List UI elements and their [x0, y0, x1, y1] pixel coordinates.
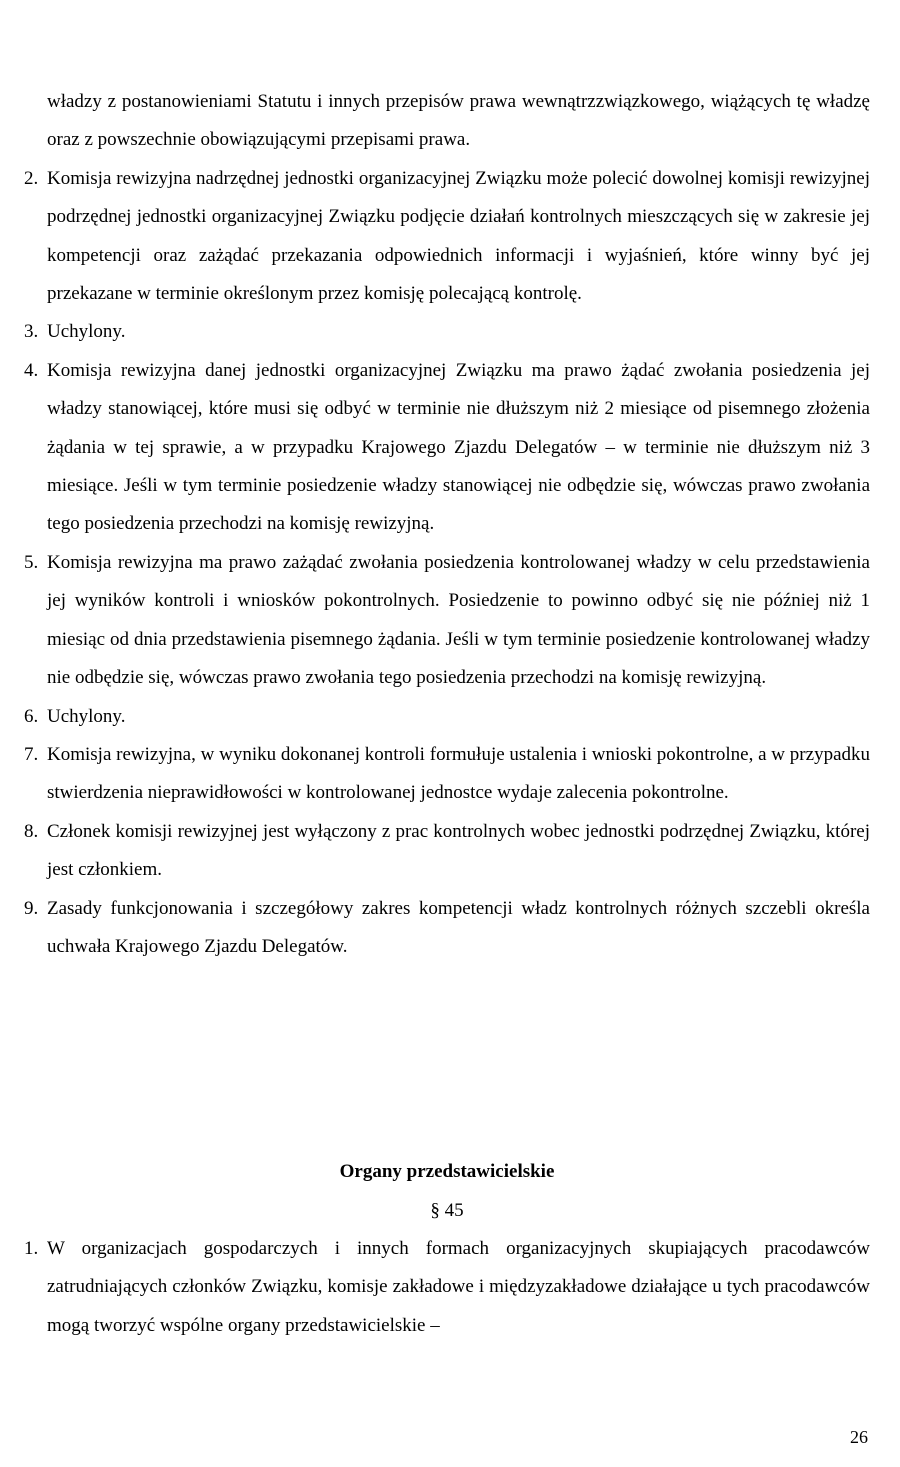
item-number: 8. — [24, 820, 39, 842]
list-item — [24, 544, 870, 698]
item-text: Uchylony. — [47, 321, 126, 343]
item-text: Komisja rewizyjna, w wyniku dokonanej kontroli formułuje ustalenia i wnioski pokontrolne, a w przypadku stwierdzenia nieprawidłowości w kontrolowanej jednostce wydaje zalecenia pokontrolne. — [47, 743, 870, 804]
body-text — [24, 83, 870, 966]
section-heading: Organy przedstawicielskie — [339, 1161, 555, 1182]
section-number: § 45 — [430, 1200, 464, 1221]
item-text: Uchylony. — [47, 705, 126, 727]
list-item — [24, 352, 870, 544]
list-item — [24, 1230, 870, 1345]
list-item — [24, 736, 870, 813]
item-number: 7. — [24, 743, 39, 765]
item-text: Zasady funkcjonowania i szczegółowy zakres kompetencji władz kontrolnych różnych szczebli określa uchwała Krajowego Zjazdu Delegatów. — [47, 897, 870, 957]
item-text: Komisja rewizyjna ma prawo zażądać zwołania posiedzenia kontrolowanej władzy w celu przedstawienia jej wyników kontroli i wniosków pokontrolnych. Posiedzenie to powinno odbyć się nie później niż 1 miesiąc od dnia przedstawienia pisemnego żądania. Jeśli w tym terminie posiedzenie kontrolowanej władzy nie odbędzie się, wówczas prawo zwołania tego posiedzenia przechodzi na komisję rewizyjną. — [47, 551, 870, 689]
page-number: 26 — [850, 1427, 868, 1447]
section-list — [24, 1230, 870, 1345]
list-item — [24, 890, 870, 967]
item-number: 3. — [24, 321, 39, 343]
list-item — [24, 698, 870, 736]
list-item — [24, 160, 870, 314]
item-number: 4. — [24, 359, 39, 381]
item-text: W organizacjach gospodarczych i innych formach organizacyjnych skupiających pracodawców zatrudniających członków Związku, komisje zakładowe i międzyzakładowe działające u tych pracodawców mogą tworzyć wspólne organy przedstawicielskie – — [47, 1238, 870, 1336]
item-text: Komisja rewizyjna danej jednostki organizacyjnej Związku ma prawo żądać zwołania posiedzenia jej władzy stanowiącej, które musi się odbyć w terminie nie dłuższym niż 2 miesiące od pisemnego złożenia żądania w tej sprawie, a w przypadku Krajowego Zjazdu Delegatów – w terminie nie dłuższym niż 3 miesiące. Jeśli w tym terminie posiedzenie władzy stanowiącej nie odbędzie się, wówczas prawo zwołania tego posiedzenia przechodzi na komisję rewizyjną. — [47, 359, 870, 535]
item-number: 2. — [24, 167, 39, 189]
numbered-list — [24, 160, 870, 967]
continuation-paragraph: władzy z postanowieniami Statutu i innych przepisów prawa wewnątrzzwiązkowego, wiążących tę władzę oraz z powszechnie obowiązującymi przepisami prawa. — [47, 91, 870, 151]
item-number: 1. — [24, 1238, 39, 1259]
item-text: Komisja rewizyjna nadrzędnej jednostki organizacyjnej Związku może polecić dowolnej komisji rewizyjnej podrzędnej jednostki organizacyjnej Związku podjęcie działań kontrolnych mieszczących się w zakresie jej kompetencji oraz zażądać przekazania odpowiednich informacji i wyjaśnień, które winny być jej przekazane w terminie określonym przez komisję polecającą kontrolę. — [47, 167, 870, 305]
list-item — [24, 813, 870, 890]
item-number: 6. — [24, 705, 39, 727]
list-item — [24, 313, 870, 351]
item-number: 9. — [24, 897, 39, 919]
item-number: 5. — [24, 551, 39, 573]
item-text: Członek komisji rewizyjnej jest wyłączony z prac kontrolnych wobec jednostki podrzędnej Związku, której jest członkiem. — [47, 820, 870, 881]
